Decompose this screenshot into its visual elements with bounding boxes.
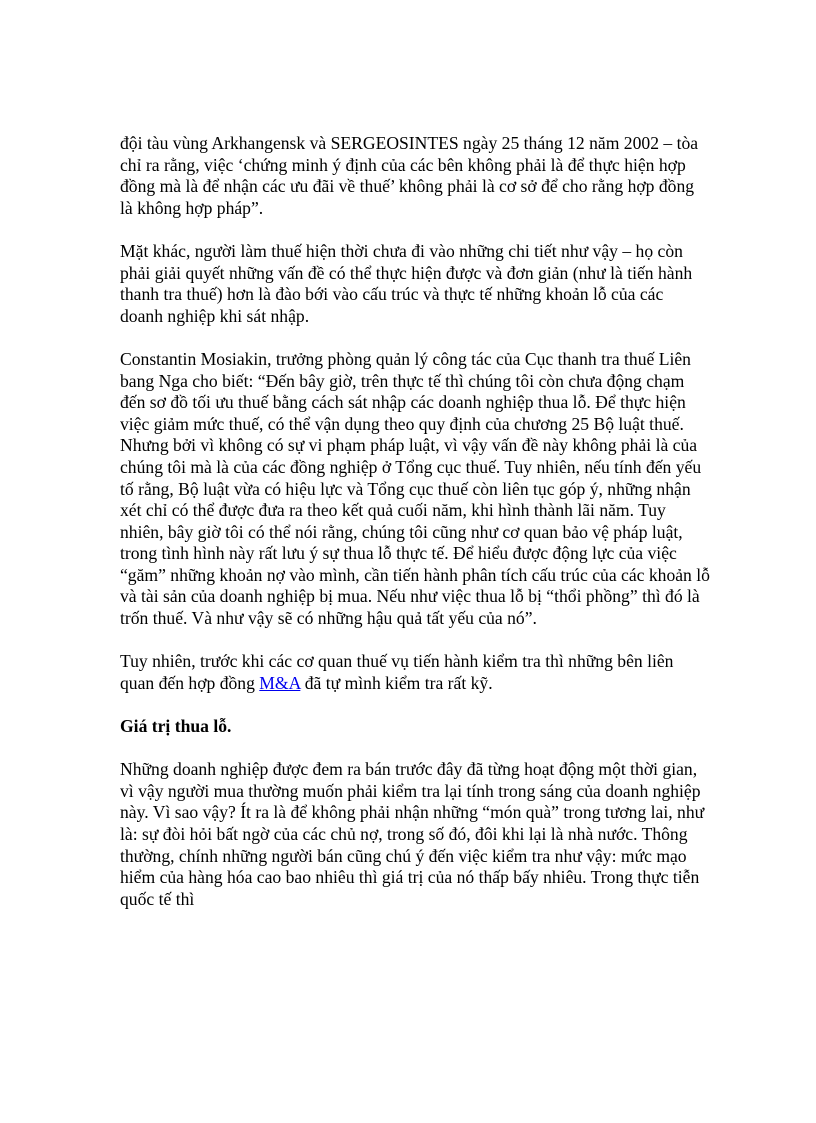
- paragraph-arkhangensk-case: đội tàu vùng Arkhangensk và SERGEOSINTES ngày 25 tháng 12 năm 2002 – tòa chỉ ra rằng, việc ‘chứng minh ý định của các bên không phải là để thực hiện hợp đồng mà là để nhận các ưu đãi về thuế’ không phải là cơ sở để cho rằng hợp đồng là không hợp pháp”.: [120, 133, 699, 218]
- section-heading-loss-value: Giá trị thua lỗ.: [120, 716, 232, 737]
- document-body: [120, 133, 710, 932]
- paragraph-parties-check-text-before: Tuy nhiên, trước khi các cơ quan thuế vụ tiến hành kiểm tra thì những bên liên quan đến hợp đồng: [120, 651, 674, 693]
- paragraph-parties-check: [120, 651, 710, 694]
- ma-link[interactable]: M&A: [259, 672, 301, 693]
- paragraph-tax-officials: Mặt khác, người làm thuế hiện thời chưa đi vào những chi tiết như vậy – họ còn phải giải quyết những vấn đề có thể thực hiện được và đơn giản (như là tiến hành thanh tra thuế) hơn là đào bới vào cấu trúc và thực tế những khoản lỗ của các doanh nghiệp khi sát nhập.: [120, 240, 693, 326]
- paragraph-mosiakin-quote: Constantin Mosiakin, trưởng phòng quản lý công tác của Cục thanh tra thuế Liên bang Nga cho biết: “Đến bây giờ, trên thực tế thì chúng tôi còn chưa động chạm đến sơ đồ tối ưu thuế bằng cách sát nhập các doanh nghiệp thua lỗ. Để thực hiện việc giảm mức thuế, có thể vận dụng theo quy định của chương 25 Bộ luật thuế. Nhưng bởi vì không có sự vi phạm pháp luật, vì vậy vấn đề này không phải là của chúng tôi mà là của các đồng nghiệp ở Tổng cục thuế. Tuy nhiên, nếu tính đến yếu tố rằng, Bộ luật vừa có hiệu lực và Tổng cục thuế còn liên tục góp ý, những nhận xét chỉ có thể được đưa ra theo kết quả cuối năm, khi hình thành lãi năm. Tuy nhiên, bây giờ tôi có thể nói rằng, chúng tôi cũng như cơ quan bảo vệ pháp luật, trong tình hình này rất lưu ý sự thua lỗ thực tế. Để hiểu được động lực của việc “găm” những khoản nợ vào mình, cần tiến hành phân tích cấu trúc của các khoản lỗ và tài sản của doanh nghiệp bị mua. Nếu như việc thua lỗ bị “thổi phồng” thì đó là trốn thuế. Và như vậy sẽ có những hậu quả tất yếu của nó”.: [120, 348, 710, 629]
- paragraph-enterprises-sale: Những doanh nghiệp được đem ra bán trước đây đã từng hoạt động một thời gian, vì vậy người mua thường muốn phải kiểm tra lại tính trong sáng của doanh nghiệp này. Vì sao vậy? Ít ra là để không phải nhận những “món quà” trong tương lai, như là: sự đòi hỏi bất ngờ của các chủ nợ, trong số đó, đôi khi lại là nhà nước. Thông thường, chính những người bán cũng chú ý đến việc kiểm tra như vậy: mức mạo hiểm của hàng hóa cao bao nhiêu thì giá trị của nó thấp bấy nhiêu. Trong thực tiễn quốc tế thì: [120, 759, 705, 909]
- paragraph-parties-check-text-after: đã tự mình kiểm tra rất kỹ.: [300, 672, 493, 693]
